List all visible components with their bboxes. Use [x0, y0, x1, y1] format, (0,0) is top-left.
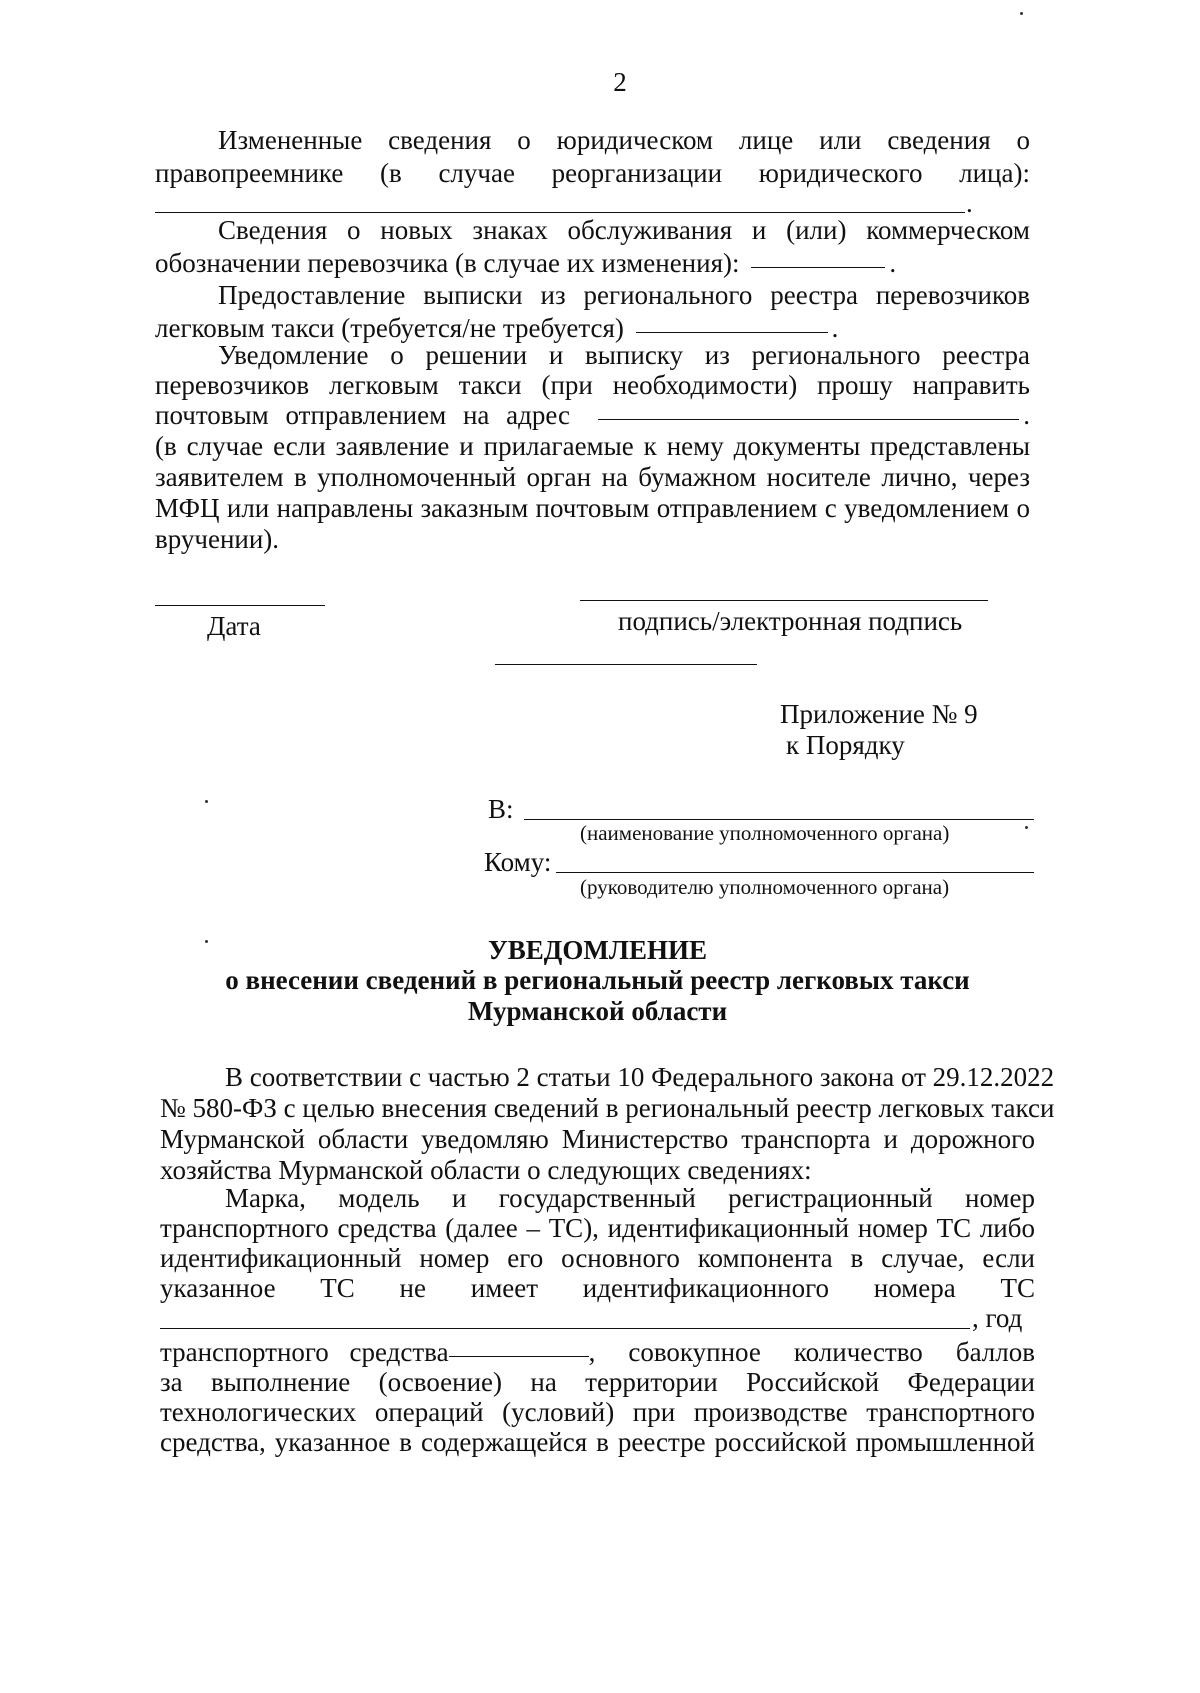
to-label: В: [488, 794, 514, 824]
body-p2-line5-end: , год [972, 1303, 1023, 1333]
para4-line4: (в случае если заявление и прилагаемые к нему документы представлены [155, 431, 1030, 461]
blank-line-vehicle-data[interactable] [160, 1328, 970, 1329]
appendix-order: к Порядку [786, 730, 905, 760]
body-p2-line4: указанное ТС не имеет идентификационного номера ТС [160, 1273, 1035, 1303]
para4-line3 [155, 399, 1030, 432]
blank-line-legal-entity[interactable] [155, 212, 965, 213]
scan-speck [205, 940, 208, 943]
to-caption: (наименование уполномоченного органа) [580, 821, 950, 845]
body-p1-line2: № 580-ФЗ с целью внесения сведений в региональный реестр легковых такси [160, 1093, 1055, 1123]
para3-line2-text: легковым такси (требуется/не требуется) [155, 313, 624, 343]
period: . [966, 188, 973, 218]
body-p2-line1: Марка, модель и государственный регистрационный номер [225, 1183, 1035, 1213]
period: . [831, 313, 839, 343]
blank-line-postal-address[interactable] [598, 419, 1019, 420]
scan-speck [1025, 826, 1028, 829]
para4-line5: заявителем в уполномоченный орган на бумажном носителе лично, через [155, 462, 1030, 492]
whom-caption: (руководителю уполномоченного органа) [580, 875, 950, 899]
scan-speck [1020, 12, 1023, 15]
blank-line-extract-required[interactable] [636, 332, 828, 333]
para1-line1: Измененные сведения о юридическом лице или сведения о [218, 125, 1030, 155]
period: . [1023, 400, 1030, 430]
page-number: 2 [613, 67, 627, 97]
scan-speck [205, 800, 208, 803]
blank-line-service-marks[interactable] [751, 267, 885, 268]
para4-line6: МФЦ или направлены заказным почтовым отправлением с уведомлением о [155, 493, 1030, 523]
notice-subtitle-1: о внесении сведений в региональный реестр легковых такси [225, 965, 970, 995]
body-p2-line6 [160, 1336, 1035, 1369]
appendix-number: Приложение № 9 [780, 699, 978, 729]
para3-line1: Предоставление выписки из регионального реестра перевозчиков [218, 280, 1030, 310]
para2-line2 [155, 247, 1030, 280]
body-p1-line1: В соответствии с частью 2 статьи 10 Федерального закона от 29.12.2022 [225, 1062, 1055, 1092]
body-p2-line3: идентификационный номер его основного компонента в случае, если [160, 1243, 1035, 1273]
blank-line-vehicle-year[interactable] [449, 1356, 589, 1357]
separator-line [495, 664, 757, 665]
para2-line2-text: обозначении перевозчика (в случае их изменения): [155, 248, 740, 278]
body-p2-line6-start: транспортного средства [160, 1337, 449, 1367]
para4-line3-text: почтовым отправлением на адрес [155, 400, 570, 430]
notice-title: УВЕДОМЛЕНИЕ [487, 935, 708, 965]
period: . [889, 248, 897, 278]
date-line[interactable] [155, 605, 325, 606]
whom-field-line[interactable] [556, 872, 1034, 873]
date-label: Дата [207, 611, 261, 641]
notice-subtitle-2: Мурманской области [467, 996, 728, 1026]
para4-line2: перевозчиков легковым такси (при необходимости) прошу направить [155, 370, 1030, 400]
body-p1-line4: хозяйства Мурманской области о следующих сведениях: [160, 1155, 812, 1185]
body-p2-line8: технологических операций (условий) при производстве транспортного [160, 1397, 1035, 1427]
body-p1-line3: Мурманской области уведомляю Министерство транспорта и дорожного [160, 1124, 1035, 1154]
para1-line2: правопреемнике (в случае реорганизации юридического лица): [155, 158, 1030, 188]
body-p2-line2: транспортного средства (далее – ТС), идентификационный номер ТС либо [160, 1213, 1035, 1243]
signature-line[interactable] [580, 600, 988, 601]
body-p2-line7: за выполнение (освоение) на территории Российской Федерации [160, 1367, 1035, 1397]
para2-line1: Сведения о новых знаках обслуживания и (или) коммерческом [218, 215, 1030, 245]
whom-label: Кому: [484, 847, 552, 877]
para4-line1: Уведомление о решении и выписку из регионального реестра [218, 340, 1030, 370]
para4-line7: вручении). [155, 524, 280, 554]
body-p2-line6-end: , совокупное количество баллов [588, 1337, 1035, 1367]
signature-label: подпись/электронная подпись [618, 606, 963, 636]
body-p2-line9: средства, указанное в содержащейся в реестре российской промышленной [160, 1427, 1035, 1457]
